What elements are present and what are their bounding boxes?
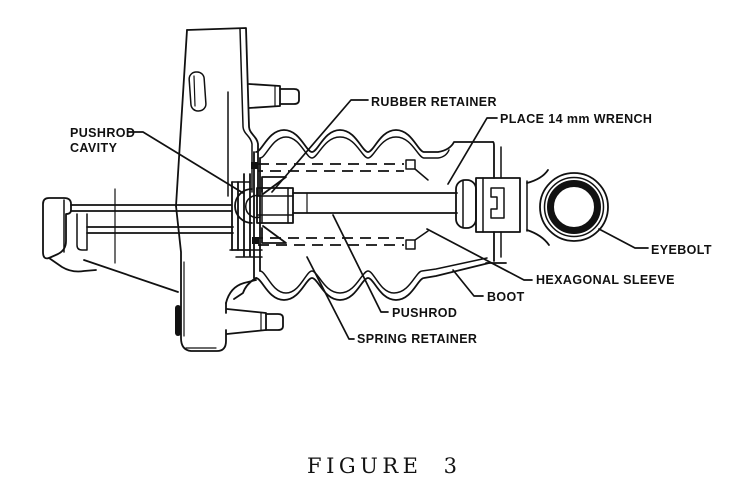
pushrod-cavity-label-line1: PUSHROD (70, 126, 136, 140)
eyebolt-label: EYEBOLT (651, 243, 712, 257)
spring-seat-mark-top (251, 162, 258, 169)
pushrod-label: PUSHROD (392, 306, 458, 320)
spring-seat-mark-bottom (252, 237, 259, 244)
figure-caption: FIGURE 3 (307, 454, 462, 478)
rubber-retainer-label: RUBBER RETAINER (371, 95, 497, 109)
pushrod-cavity-label-line2: CAVITY (70, 141, 118, 155)
spring-retainer-label: SPRING RETAINER (357, 332, 478, 346)
place-wrench-label: PLACE 14 mm WRENCH (500, 112, 653, 126)
boot-label: BOOT (487, 290, 525, 304)
hexagonal-sleeve-label: HEXAGONAL SLEEVE (536, 273, 675, 287)
